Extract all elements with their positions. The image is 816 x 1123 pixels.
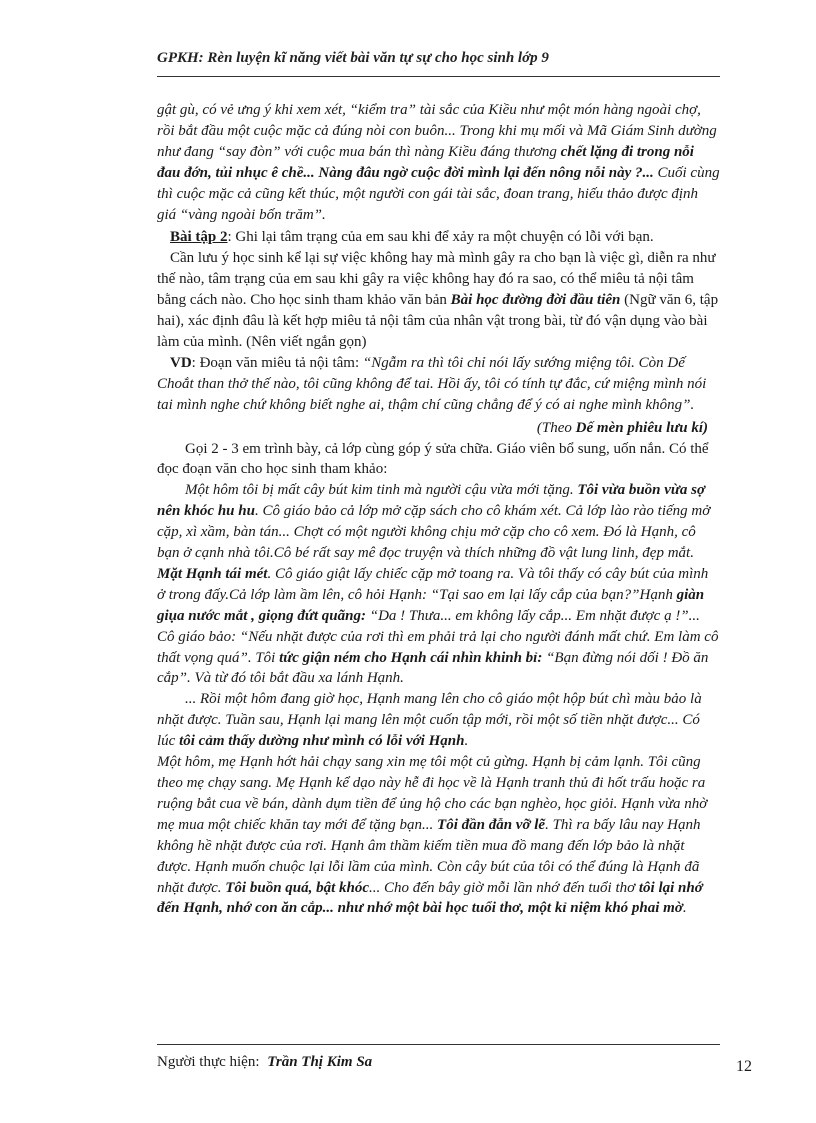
text: . bbox=[682, 900, 687, 917]
text: . bbox=[464, 733, 469, 750]
bold-text: tôi lại nhớ đến Hạnh, nhớ con ăn cắp... như nhớ một bài học tuổi thơ, một kỉ niệm khó phai mờ bbox=[157, 879, 703, 917]
text: : Đoạn văn miêu tả nội tâm: bbox=[191, 354, 363, 371]
text: (Ngữ văn 6, tập hai), xác định đâu là kết hợp miêu tả nội tâm của nhân vật trong bài, từ đó vận dụng vào bài làm của mình. (Nên viết ngắn gọn) bbox=[157, 292, 719, 350]
paragraph-instructions bbox=[157, 248, 720, 353]
bold-text: tức giận ném cho Hạnh cái nhìn khinh bỉ: bbox=[279, 649, 543, 666]
document-body bbox=[157, 100, 720, 919]
text: Cuối cùng thì cuộc mặc cả cũng kết thúc, một người con gái tài sắc, đoan trang, hiếu thảo được định giá “vàng ngoài bốn trăm”. bbox=[157, 164, 720, 223]
author-label: Người thực hiện: bbox=[157, 1054, 260, 1070]
quote-text: “Ngẫm ra thì tôi chỉ nói lấy sướng miệng tôi. Còn Dế Choắt than thở thế nào, tôi cũng không để tai. Hồi ấy, tôi có tính tự đắc, cứ miệng mình nói tai mình nghe chứ không biết nghe ai, thậm chí cũng chẳng để ý có ai nghe mình không”. bbox=[157, 354, 707, 413]
bold-text: chết lặng đi trong nỗi đau đớn, tủi nhục ê chề... Nàng đâu ngờ cuộc đời mình lại đến nông nỗi này ?... bbox=[157, 143, 694, 181]
text: . Cô giáo giật lấy chiếc cặp mở toang ra. Và tôi thấy có cây bút của mình ở trong đấy.Cả lớp làm ầm lên, cô hỏi Hạnh: “Tại sao em lại lấy cắp của bạn?”Hạnh bbox=[157, 565, 709, 603]
page-header bbox=[157, 50, 727, 67]
example-paragraph bbox=[157, 353, 720, 416]
text: . Cô giáo bảo cả lớp mở cặp sách cho cô khám xét. Cả lớp lào rào tiếng mở cặp, xì xầm, bàn tán... Chợt có một người không chịu mở cặp cho cô xem. Đó là Hạnh, cô bạn ở cạnh nhà tôi.Cô bé rất say mê đọc truyện và thích những đồ vật lung linh, đẹp mắt. bbox=[157, 503, 711, 562]
bold-text: Dế mèn phiêu lưu kí) bbox=[575, 419, 708, 436]
bold-text: Mặt Hạnh tái mét bbox=[157, 565, 268, 582]
example-label: VD bbox=[170, 354, 192, 371]
text: ... Cho đến bây giờ mỗi lần nhớ đến tuổi thơ bbox=[369, 879, 639, 896]
text: Gọi 2 - 3 em trình bày, cả lớp cùng góp ý sửa chữa. Giáo viên bổ sung, uốn nắn. Có thể đọc đoạn văn cho học sinh tham khảo: bbox=[157, 440, 709, 478]
text: Một hôm, mẹ Hạnh hớt hải chạy sang xin mẹ tôi một củ gừng. Hạnh bị cảm lạnh. Tôi cũng theo mẹ chạy sang. Mẹ Hạnh kể dạo này hễ đi học về là Hạnh tranh thủ đi hốt trấu hoặc ra ruộng bắt cua về bán, dành dụm tiền để ủng hộ cho các bạn nghèo, học giỏi. Hạnh vừa nhờ mẹ mua một chiếc khăn tay mới để tặng bạn... bbox=[157, 754, 708, 833]
footer-rule bbox=[157, 1044, 720, 1045]
text: “Da ! Thưa... em không lấy cắp... Em nhặt được ạ !”... Cô giáo bảo: “Nếu nhặt được của rơi thì em phải trả lại cho người đánh mất chứ. Em làm cô thất vọng quá”. Tôi bbox=[157, 607, 719, 666]
bold-text: Tôi buồn quá, bật khóc bbox=[225, 879, 370, 896]
story-paragraph-1 bbox=[157, 480, 720, 689]
page-footer bbox=[157, 1054, 757, 1071]
exercise-2 bbox=[157, 227, 720, 248]
paragraph-activity bbox=[157, 439, 720, 481]
text: gật gù, có vẻ ưng ý khi xem xét, “kiểm tra” tài sắc của Kiều như một món hàng ngoài chợ, rồi bắt đầu một cuộc mặc cả đúng nòi con buôn... Trong khi mụ mối và Mã Giám Sinh dường như đang “say đòn” với cuộc mua bán thì nàng Kiều đáng thương bbox=[157, 102, 717, 160]
paragraph-kieu bbox=[157, 100, 720, 225]
text: Cần lưu ý học sinh kể lại sự việc không hay mà mình gây ra cho bạn là việc gì, diễn ra như thế nào, tâm trạng của em sau khi gây ra việc không hay đó ra sao, có thể miêu tả nội tâm bằng cách nào. Cho học sinh tham khảo văn bản bbox=[157, 250, 716, 309]
text: Một hôm tôi bị mất cây bút kim tinh mà người cậu vừa mới tặng. bbox=[185, 482, 578, 499]
text: (Theo bbox=[536, 419, 576, 436]
bold-text: giàn giụa nước mắt , giọng đứt quãng: bbox=[157, 586, 705, 624]
text: . Thì ra bấy lâu nay Hạnh không hề nhặt được của rơi. Hạnh âm thầm kiếm tiền mua đồ mang đến lớp bảo là nhặt được. Hạnh muốn chuộc lại lỗi lầm của mình. Còn cây bút của tôi có thể đúng là Hạnh đã nhặt được. bbox=[157, 816, 701, 896]
page-number: 12 bbox=[736, 1058, 752, 1075]
text: ... Rồi một hôm đang giờ học, Hạnh mang lên cho cô giáo một hộp bút chì màu bảo là nhặt được. Tuần sau, Hạnh lại mang lên một cuốn tập mới, rồi một số tiền nhặt được... Có lúc bbox=[157, 691, 702, 750]
source-citation bbox=[157, 418, 720, 439]
header-rule bbox=[157, 76, 720, 77]
text: : Ghi lại tâm trạng của em sau khi để xảy ra một chuyện có lỗi với bạn. bbox=[227, 229, 654, 246]
bold-text: Tôi vừa buồn vừa sợ nên khóc hu hu bbox=[157, 482, 706, 520]
bold-text: tôi cảm thấy dường như mình có lỗi với Hạnh bbox=[179, 733, 465, 750]
bold-text: Bài học đường đời đầu tiên bbox=[450, 292, 621, 309]
exercise-label: Bài tập 2 bbox=[170, 229, 228, 246]
story-paragraph-2 bbox=[157, 689, 720, 752]
author-name: Trần Thị Kim Sa bbox=[267, 1054, 373, 1070]
bold-text: Tôi đần đẫn vỡ lẽ bbox=[437, 816, 546, 833]
header-title: GPKH: Rèn luyện kĩ năng viết bài văn tự sự cho học sinh lớp 9 bbox=[157, 50, 549, 66]
text: “Bạn đừng nói dối ! Đồ ăn cắp”. Và từ đó tôi bắt đầu xa lánh Hạnh. bbox=[157, 649, 709, 687]
story-paragraph-3 bbox=[157, 752, 720, 919]
